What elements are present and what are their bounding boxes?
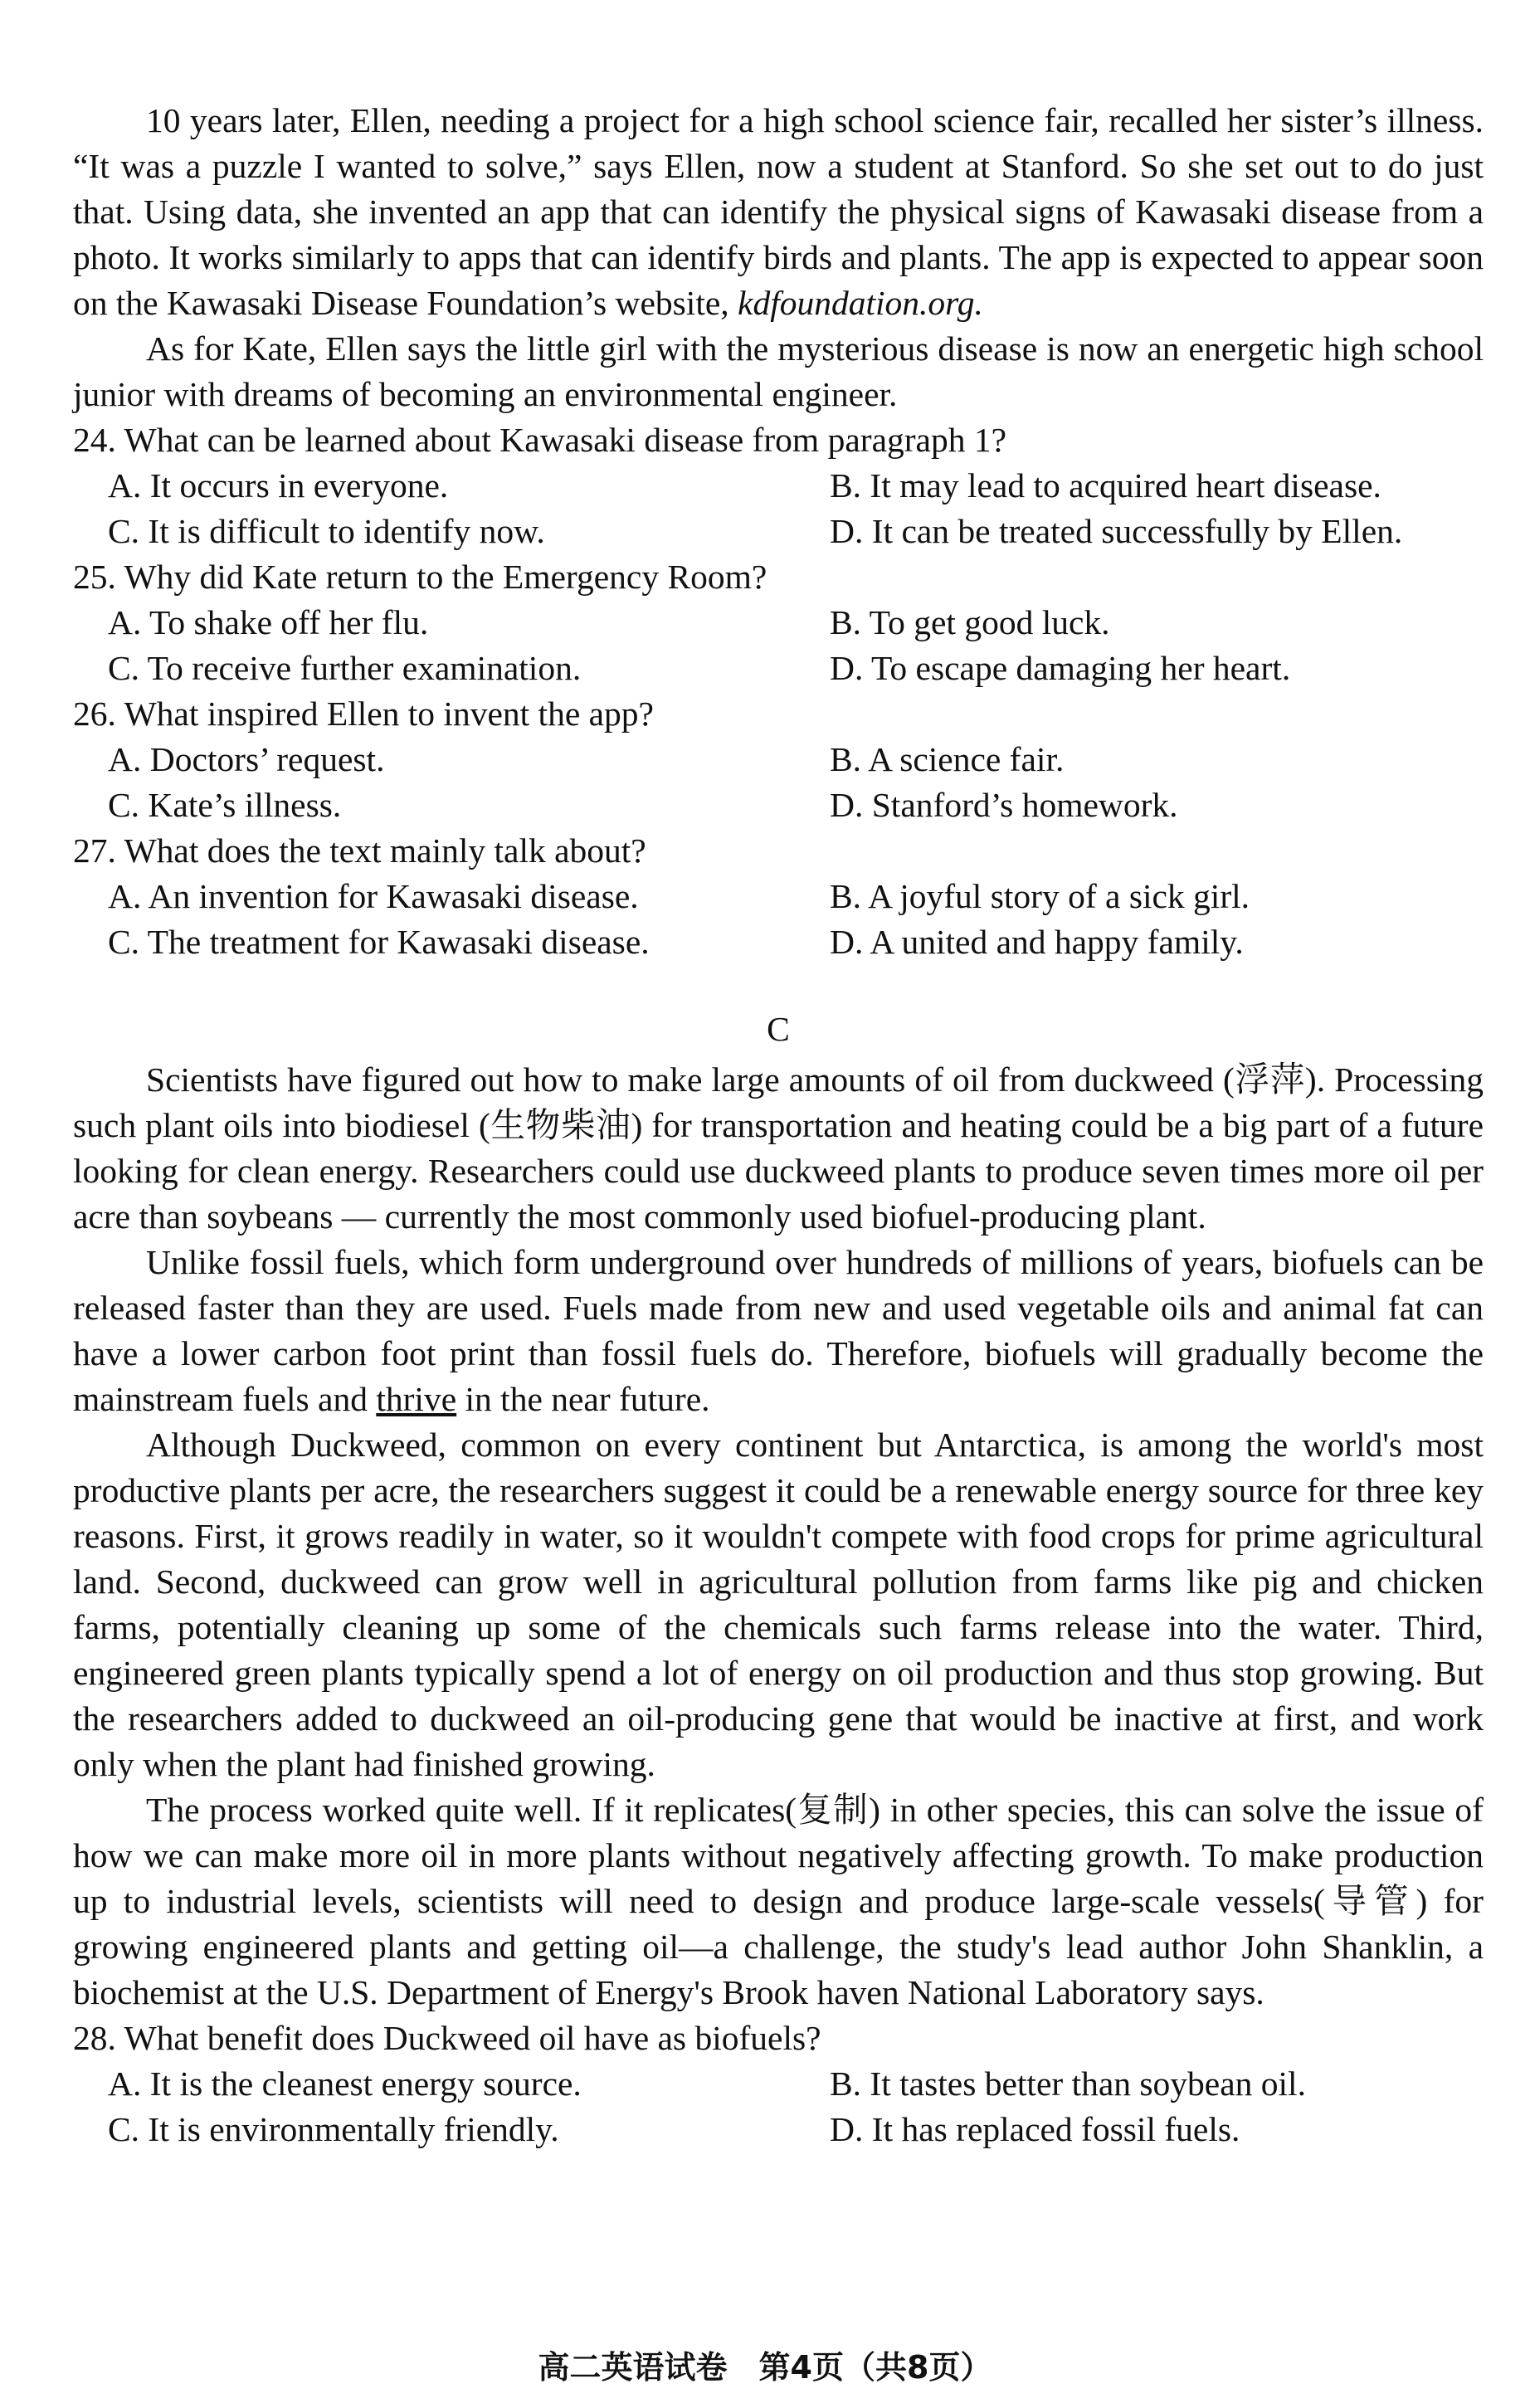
passage-paragraph <box>73 1240 1484 1422</box>
option-a: A. Doctors’ request. <box>108 740 385 778</box>
paragraph-text: in the near future. <box>456 1380 710 1418</box>
paragraph-text: Unlike fossil fuels, which form underground over hundreds of millions of years, biofuels can be released faster than they are used. Fuels made from new and used vegetable oils and animal fat can have a lower carbon foot print than fossil fuels do. Therefore, biofuels will gradually become the mainstream fuels and <box>73 1243 1484 1418</box>
question-28 <box>73 2016 1484 2152</box>
option-b: B. It tastes better than soybean oil. <box>830 2064 1306 2103</box>
question-stem: 25. Why did Kate return to the Emergency Room? <box>73 558 767 596</box>
option-c: C. To receive further examination. <box>108 649 582 687</box>
question-24 <box>73 417 1484 554</box>
question-stem: 24. What can be learned about Kawasaki disease from paragraph 1? <box>73 421 1007 459</box>
question-stem: 27. What does the text mainly talk about? <box>73 831 646 870</box>
question-stem: 28. What benefit does Duckweed oil have as biofuels? <box>73 2019 821 2057</box>
option-d: D. Stanford’s homework. <box>830 786 1178 824</box>
question-stem: 26. What inspired Ellen to invent the app? <box>73 695 654 733</box>
option-c: C. It is difficult to identify now. <box>108 512 545 550</box>
option-b: B. A joyful story of a sick girl. <box>830 877 1250 915</box>
passage-paragraph: Although Duckweed, common on every continent but Antarctica, is among the world's most productive plants per acre, the researchers suggest it could be a renewable energy source for three key reasons. First, it grows readily in water, so it wouldn't compete with food crops for prime agricultural land. Second, duckweed can grow well in agricultural pollution from farms like pig and chicken farms, potentially cleaning up some of the chemicals such farms release into the water. Third, engineered green plants typically spend a lot of energy on oil production and thus stop growing. But the researchers added to duckweed an oil-producing gene that would be inactive at first, and work only when the plant had finished growing. <box>73 1426 1484 1783</box>
question-25 <box>73 554 1484 691</box>
underlined-word: thrive <box>376 1380 457 1418</box>
option-c: C. It is environmentally friendly. <box>108 2110 559 2148</box>
passage-paragraph: The process worked quite well. If it replicates(复制) in other species, this can solve the issue of how we can make more oil in more plants without negatively affecting growth. To make production up to industrial levels, scientists will need to design and produce large-scale vessels(导管) for growing engineered plants and getting oil—a challenge, the study's lead author John Shanklin, a biochemist at the U.S. Department of Energy's Brook haven National Laboratory says. <box>73 1791 1484 2011</box>
option-a: A. To shake off her flu. <box>108 603 429 641</box>
question-27 <box>73 828 1484 965</box>
website-link-text: kdfoundation.org. <box>738 284 983 322</box>
option-c: C. Kate’s illness. <box>108 786 342 824</box>
page-footer: 高二英语试卷 第4页（共8页） <box>538 2349 992 2386</box>
section-heading: C <box>767 1010 790 1048</box>
option-b: B. A science fair. <box>830 740 1065 778</box>
option-c: C. The treatment for Kawasaki disease. <box>108 923 650 961</box>
passage-paragraph: Scientists have figured out how to make large amounts of oil from duckweed (浮萍). Processing such plant oils into biodiesel (生物柴油) for transportation and heating could be a big part of a future looking for clean energy. Researchers could use duckweed plants to produce seven times more oil per acre than soybeans — currently the most commonly used biofuel-producing plant. <box>73 1060 1484 1236</box>
option-a: A. An invention for Kawasaki disease. <box>108 877 639 915</box>
option-b: B. It may lead to acquired heart disease. <box>830 466 1381 505</box>
option-d: D. A united and happy family. <box>830 923 1244 961</box>
exam-page <box>73 98 1484 2152</box>
paragraph-text: 10 years later, Ellen, needing a project for a high school science fair, recalled her sister’s illness. “It was a puzzle I wanted to solve,” says Ellen, now a student at Stanford. So she set out to do just that. Using data, she invented an app that can identify the physical signs of Kawasaki disease from a photo. It works similarly to apps that can identify birds and plants. The app is expected to appear soon on the Kawasaki Disease Foundation’s website, <box>73 101 1484 322</box>
option-d: D. It has replaced fossil fuels. <box>830 2110 1240 2148</box>
option-a: A. It is the cleanest energy source. <box>108 2064 582 2103</box>
option-d: D. It can be treated successfully by Ellen. <box>830 512 1403 550</box>
passage-paragraph: As for Kate, Ellen says the little girl with the mysterious disease is now an energetic high school junior with dreams of becoming an environmental engineer. <box>73 329 1484 413</box>
option-b: B. To get good luck. <box>830 603 1110 641</box>
question-26 <box>73 691 1484 828</box>
passage-paragraph <box>73 98 1484 326</box>
option-d: D. To escape damaging her heart. <box>830 649 1291 687</box>
option-a: A. It occurs in everyone. <box>108 466 449 505</box>
